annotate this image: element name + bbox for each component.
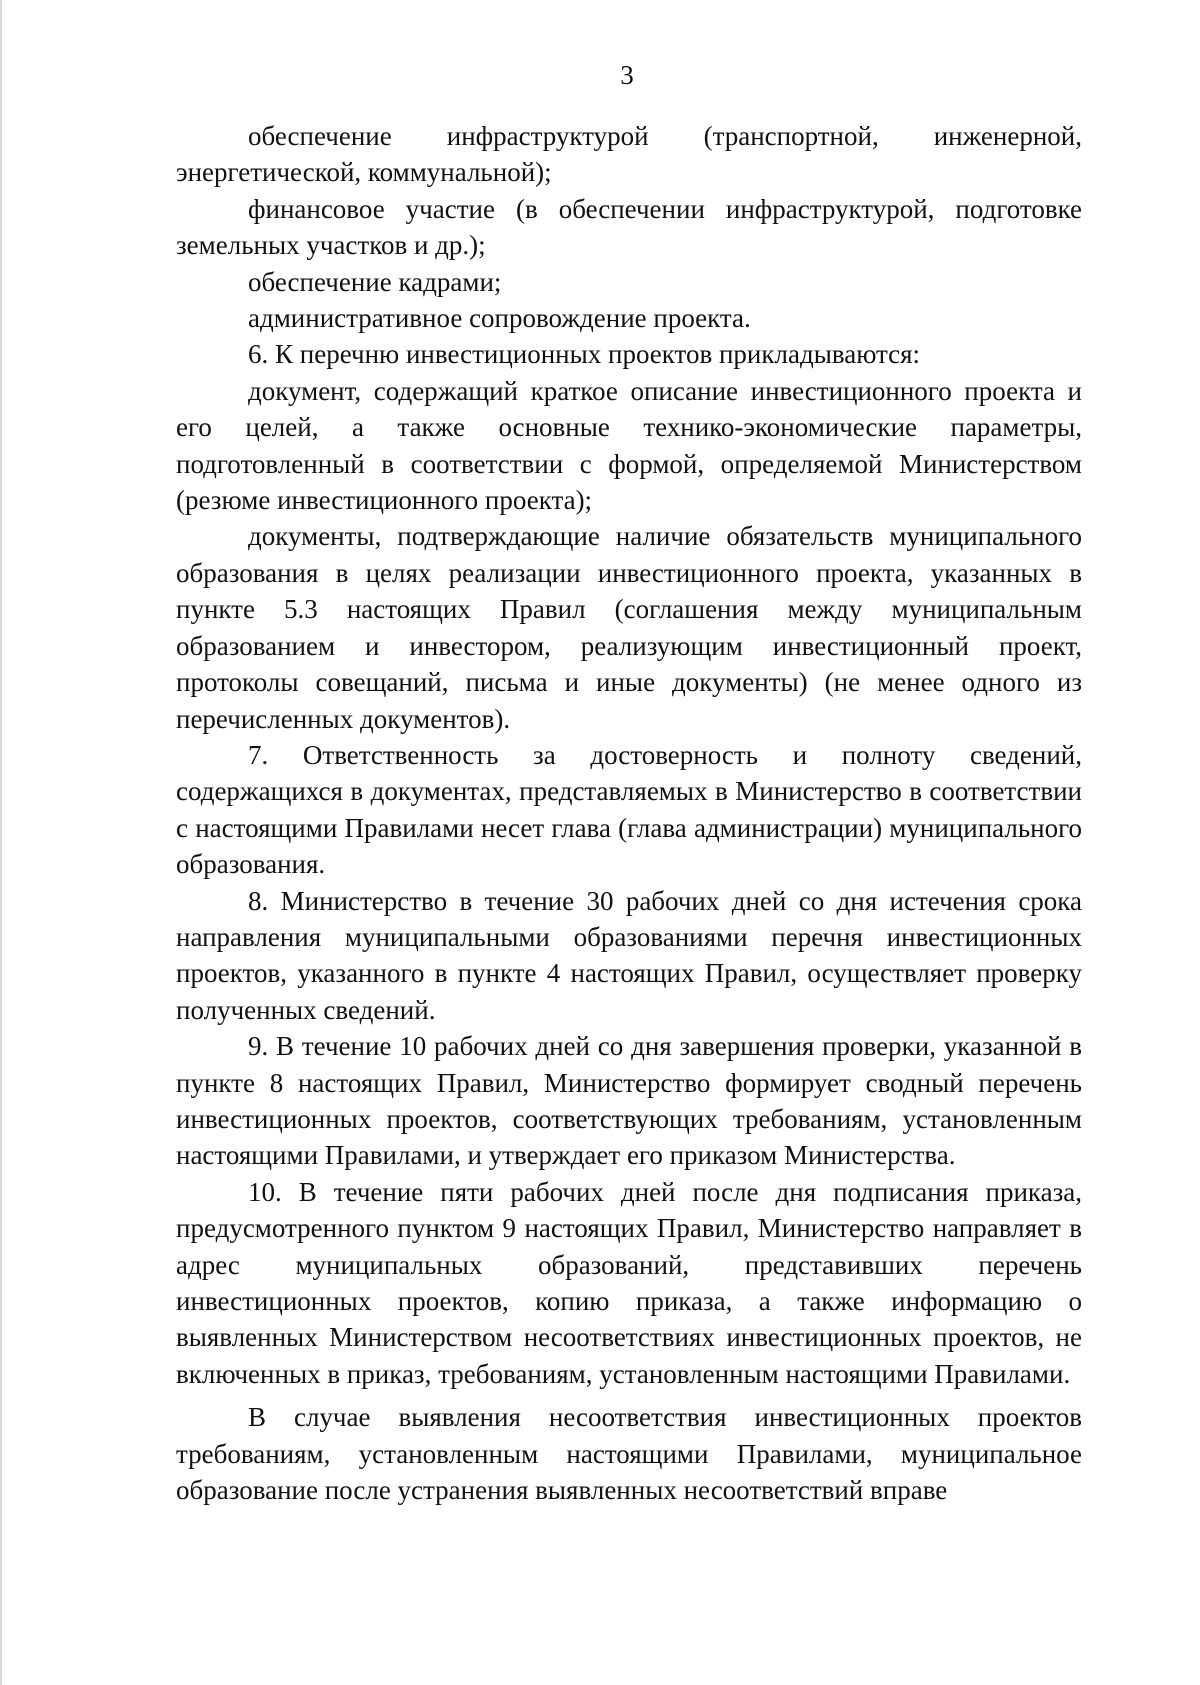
paragraph-staffing: обеспечение кадрами; xyxy=(248,266,502,297)
paragraph-project-summary: документ, содержащий краткое описание инвестиционного проекта и его целей, а также основные технико-экономические параметры, подготовленный в соответствии с формой, определяемой Министерством (резюме инвестиционного проекта); xyxy=(176,375,1082,516)
paragraph-item-9: 9. В течение 10 рабочих дней со дня завершения проверки, указанной в пункте 8 настоящих Правил, Министерство формирует сводный перечень инвестиционных проектов, соответствующих требованиям, установленным настоящими Правилами, и утверждает его приказом Министерства. xyxy=(176,1031,1082,1171)
paragraph-obligation-documents: документы, подтверждающие наличие обязательств муниципального образования в целях реализации инвестиционного проекта, указанных в пункте 5.3 настоящих Правил (соглашения между муниципальным образованием и инвестором, реализующим инвестиционный проект, протоколы совещаний, письма и иные документы) (не менее одного из перечисленных документов). xyxy=(176,521,1082,734)
paragraph-infrastructure: обеспечение инфраструктурой (транспортной, инженерной, энергетической, коммунальной); xyxy=(176,121,1082,188)
paragraph-item-10: 10. В течение пяти рабочих дней после дня подписания приказа, предусмотренного пунктом 9 настоящих Правил, Министерство направляет в адрес муниципальных образований, представивших перечень инвестиционных проектов, копию приказа, а также информацию о выявленных Министерством несоответствиях инвестиционных проектов, не включенных в приказ, требованиям, установленным настоящими Правилами. xyxy=(176,1176,1082,1389)
paragraph-item-7: 7. Ответственность за достоверность и полноту сведений, содержащихся в документах, представляемых в Министерство в соответствии с настоящими Правилами несет глава (глава администрации) муниципального образования. xyxy=(176,739,1082,880)
paragraph-item-8: 8. Министерство в течение 30 рабочих дней со дня истечения срока направления муниципальными образованиями перечня инвестиционных проектов, указанного в пункте 4 настоящих Правил, осуществляет проверку полученных сведений. xyxy=(176,885,1082,1025)
document-body xyxy=(176,118,1082,1508)
paragraph-item-6: 6. К перечню инвестиционных проектов прикладываются: xyxy=(248,339,921,370)
page-number: 3 xyxy=(620,60,634,90)
paragraph-financial-participation: финансовое участие (в обеспечении инфраструктурой, подготовке земельных участков и др.); xyxy=(176,193,1082,261)
paragraph-administrative-support: административное сопровождение проекта. xyxy=(248,303,751,334)
paragraph-nonconformity: В случае выявления несоответствия инвестиционных проектов требованиям, установленным настоящими Правилами, муниципальное образование после устранения выявленных несоответствий вправе xyxy=(176,1402,1082,1506)
